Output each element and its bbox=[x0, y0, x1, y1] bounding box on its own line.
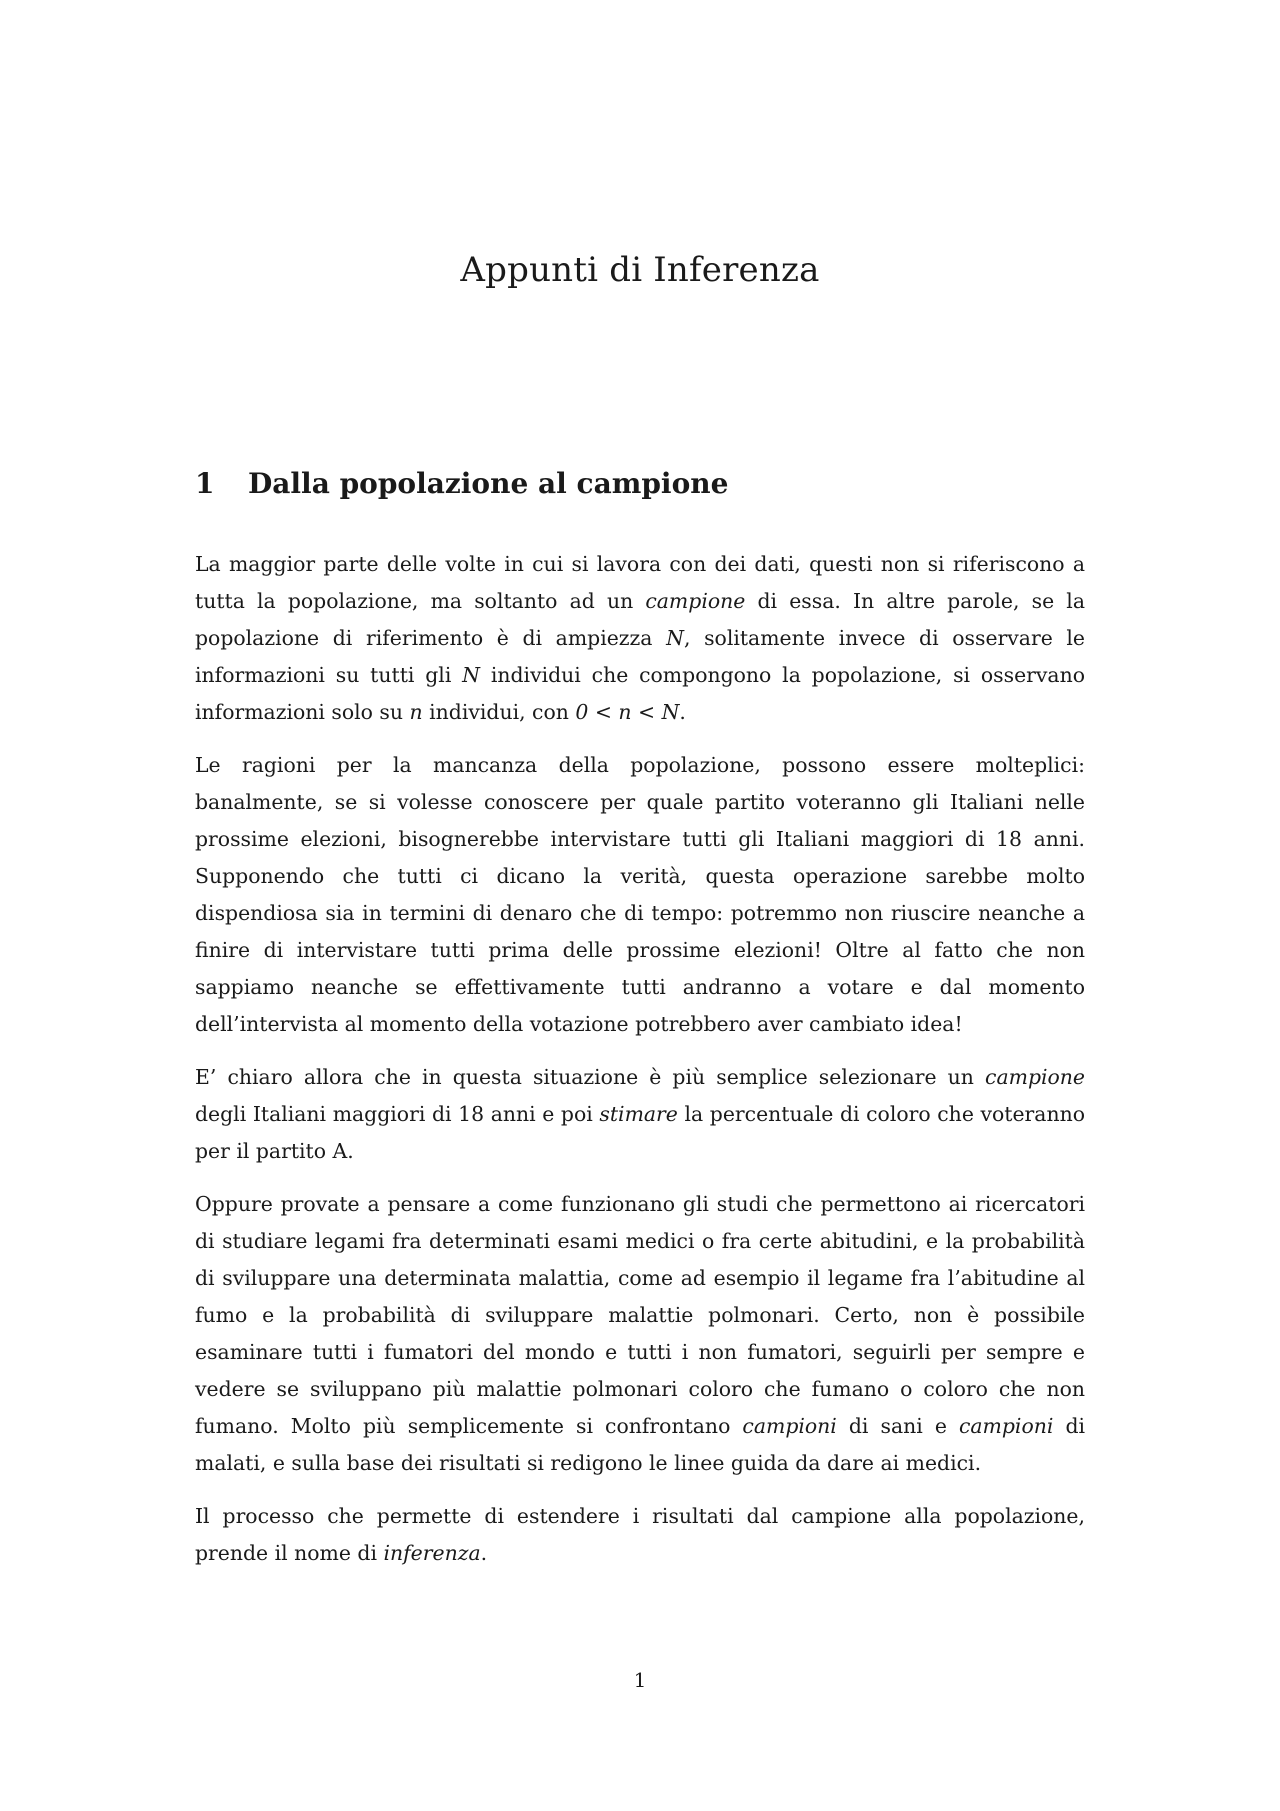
math-symbol: n bbox=[409, 700, 423, 724]
text-run: individui che compongono la popolazione, si osservano informazioni solo su bbox=[195, 663, 1085, 724]
section-number: 1 bbox=[195, 467, 215, 500]
emphasis: campione bbox=[985, 1065, 1085, 1089]
text-run: di sani e bbox=[836, 1414, 959, 1438]
text-run: Il processo che permette di estendere i risultati dal campione alla popolazione, prende il nome di bbox=[195, 1504, 1085, 1565]
text-run: , solitamente invece di osservare le informazioni su tutti gli bbox=[195, 626, 1085, 687]
page-number: 1 bbox=[633, 1668, 647, 1692]
text-run: di malati, e sulla base dei risultati si redigono le linee guida da dare ai medici. bbox=[195, 1414, 1086, 1475]
paragraph-5 bbox=[195, 1498, 1085, 1572]
math-symbol: N bbox=[666, 626, 684, 650]
section-body bbox=[195, 546, 1085, 1588]
text-run: la percentuale di coloro che voteranno per il partito A. bbox=[195, 1102, 1085, 1163]
paragraph-1 bbox=[195, 546, 1085, 731]
text-run: degli Italiani maggiori di 18 anni e poi bbox=[195, 1102, 600, 1126]
text-run: La maggior parte delle volte in cui si lavora con dei dati, questi non si riferiscono a tutta la popolazione, ma soltanto ad un bbox=[195, 552, 1085, 613]
paragraph-2: Le ragioni per la mancanza della popolazione, possono essere molteplici: banalmente, se si volesse conoscere per quale partito voteranno gli Italiani nelle prossime elezioni, bisognerebbe intervistare tutti gli Italiani maggiori di 18 anni. Supponendo che tutti ci dicano la verità, questa operazione sarebbe molto dispendiosa sia in termini di denaro che di tempo: potremmo non riuscire neanche a finire di intervistare tutti prima delle prossime elezioni! Oltre al fatto che non sappiamo neanche se effettivamente tutti andranno a votare e dal momento dell’intervista al momento della votazione potrebbero aver cambiato idea! bbox=[195, 753, 1085, 1036]
paragraph-4 bbox=[195, 1186, 1085, 1482]
section-title: Dalla popolazione al campione bbox=[248, 467, 729, 500]
document-title: Appunti di Inferenza bbox=[460, 250, 820, 290]
text-run: E’ chiaro allora che in questa situazione è più semplice selezionare un bbox=[195, 1065, 986, 1089]
emphasis: inferenza bbox=[383, 1541, 481, 1565]
section-heading bbox=[195, 467, 728, 500]
emphasis: campione bbox=[645, 589, 746, 613]
paragraph-3 bbox=[195, 1059, 1085, 1170]
text-run: . bbox=[679, 700, 686, 724]
text-run: di essa. In altre parole, se la popolazione di riferimento è di ampiezza bbox=[195, 589, 1085, 650]
text-run: . bbox=[480, 1541, 488, 1565]
text-run: individui, con bbox=[422, 700, 576, 724]
math-symbol: N bbox=[462, 663, 481, 687]
emphasis: stimare bbox=[599, 1102, 678, 1126]
emphasis: campioni bbox=[742, 1414, 837, 1438]
math-inequality: 0 < n < N bbox=[575, 700, 680, 724]
emphasis: campioni bbox=[958, 1414, 1054, 1438]
text-run: Oppure provate a pensare a come funzionano gli studi che permettono ai ricercatori di studiare legami fra determinati esami medici o fra certe abitudini, e la probabilità di sviluppare una determinata malattia, come ad esempio il legame fra l’abitudine al fumo e la probabilità di sviluppare malattie polmonari. Certo, non è possibile esaminare tutti i fumatori del mondo e tutti i non fumatori, seguirli per sempre e vedere se sviluppano più malattie polmonari coloro che fumano o coloro che non fumano. Molto più semplicemente si confrontano bbox=[195, 1192, 1085, 1438]
